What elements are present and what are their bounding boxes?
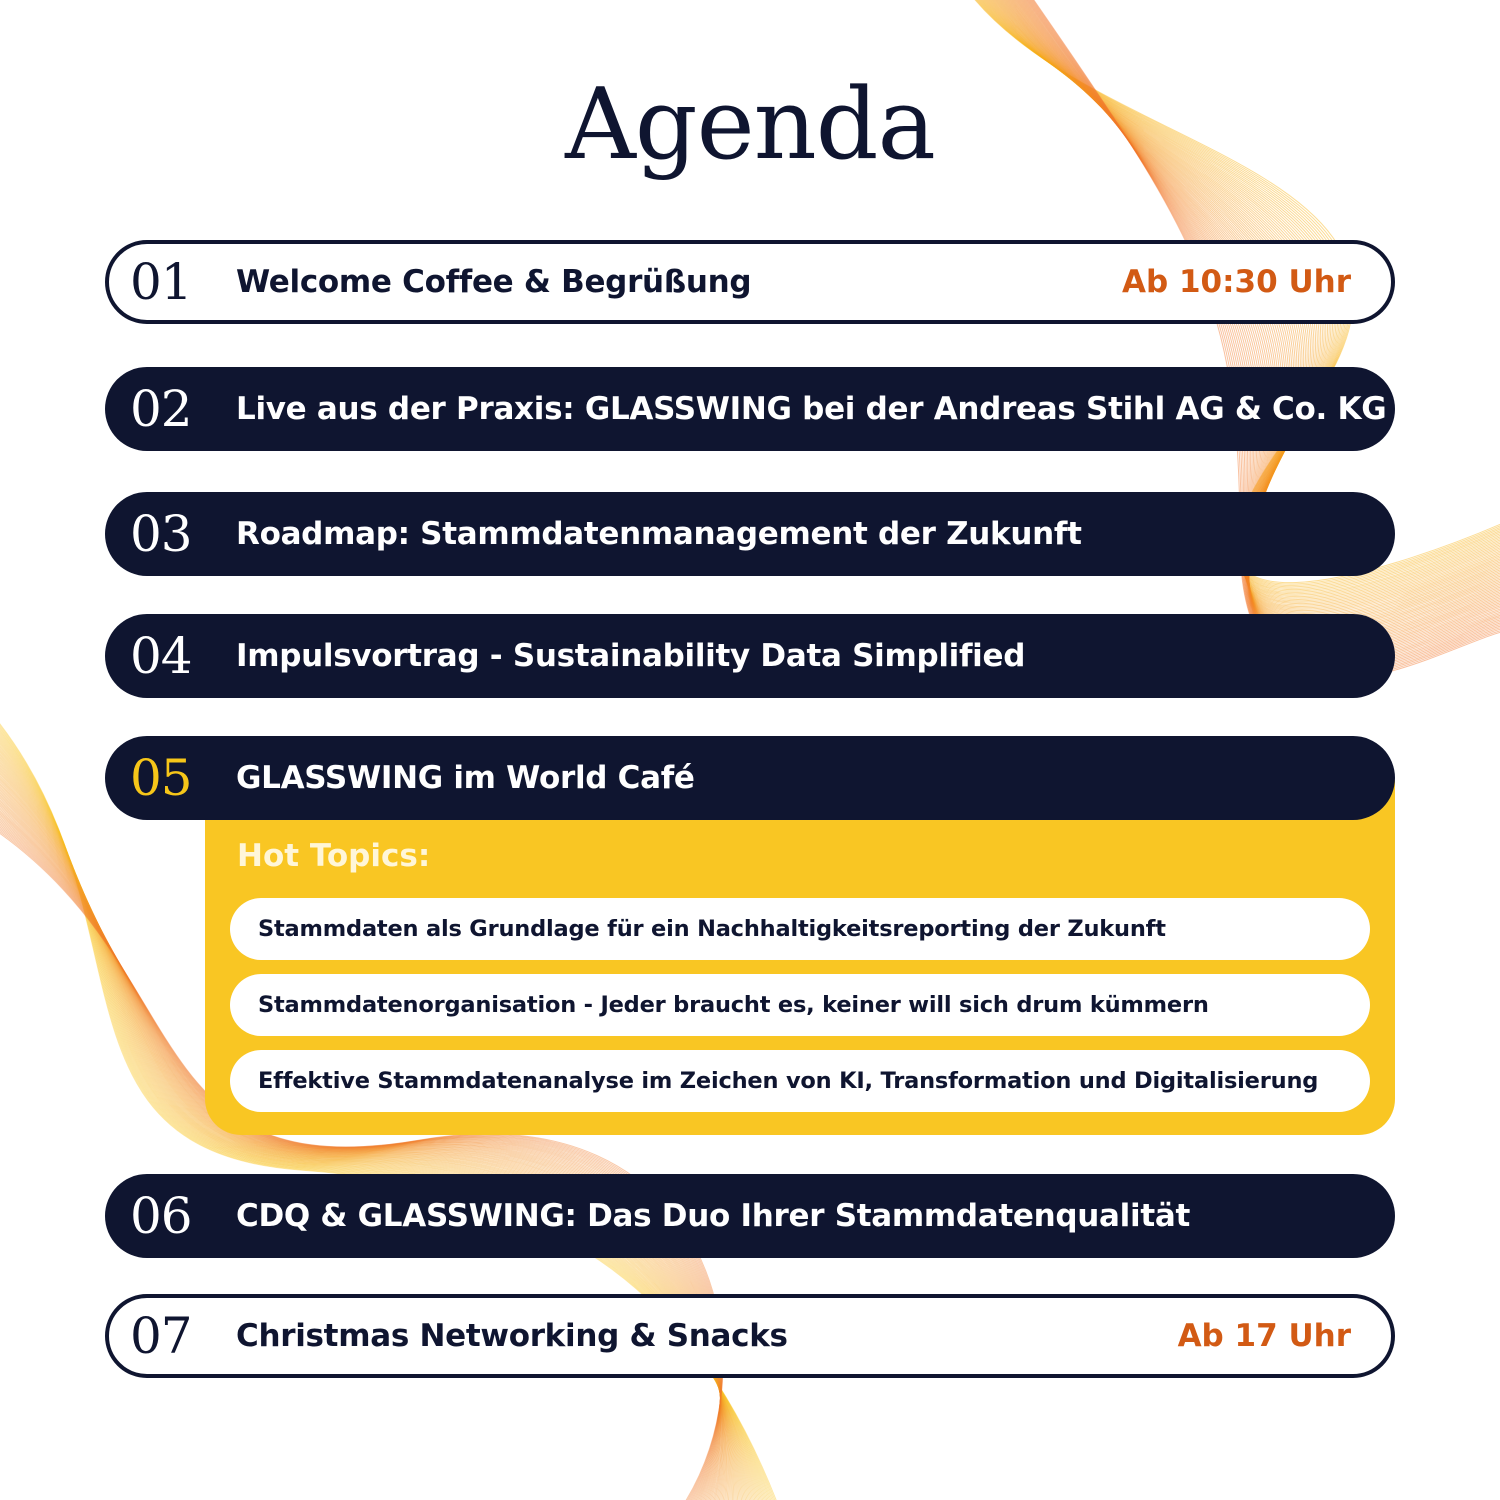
agenda-item-02 <box>105 367 1395 451</box>
agenda-label: GLASSWING im World Café <box>236 760 695 796</box>
agenda-time: Ab 17 Uhr <box>1177 1318 1351 1354</box>
agenda-item-04 <box>105 614 1395 698</box>
hot-topic-item: Stammdaten als Grundlage für ein Nachhaltigkeitsreporting der Zukunft <box>230 898 1370 960</box>
agenda-number: 04 <box>130 627 192 685</box>
hot-topic-item: Effektive Stammdatenanalyse im Zeichen von KI, Transformation und Digitalisierung <box>230 1050 1370 1112</box>
agenda-number: 02 <box>130 380 192 438</box>
agenda-label: Impulsvortrag - Sustainability Data Simplified <box>236 638 1026 674</box>
agenda-label: Roadmap: Stammdatenmanagement der Zukunft <box>236 516 1082 552</box>
agenda-item-01 <box>105 240 1395 324</box>
agenda-number: 06 <box>130 1187 192 1245</box>
hot-topic-item: Stammdatenorganisation - Jeder braucht es, keiner will sich drum kümmern <box>230 974 1370 1036</box>
agenda-label: Welcome Coffee & Begrüßung <box>236 264 752 300</box>
agenda-label: Live aus der Praxis: GLASSWING bei der Andreas Stihl AG & Co. KG <box>236 391 1387 427</box>
agenda-time: Ab 10:30 Uhr <box>1122 264 1351 300</box>
agenda-item-06 <box>105 1174 1395 1258</box>
page-title: Agenda <box>565 68 935 182</box>
agenda-number: 05 <box>130 749 192 807</box>
agenda-number: 01 <box>130 253 192 311</box>
agenda-item-07 <box>105 1294 1395 1378</box>
agenda-label: CDQ & GLASSWING: Das Duo Ihrer Stammdatenqualität <box>236 1198 1190 1234</box>
agenda-label: Christmas Networking & Snacks <box>236 1318 788 1354</box>
agenda-number: 07 <box>130 1307 192 1365</box>
agenda-number: 03 <box>130 505 192 563</box>
hot-topics-heading: Hot Topics: <box>237 838 431 874</box>
agenda-item-05 <box>105 736 1395 820</box>
agenda-item-03 <box>105 492 1395 576</box>
